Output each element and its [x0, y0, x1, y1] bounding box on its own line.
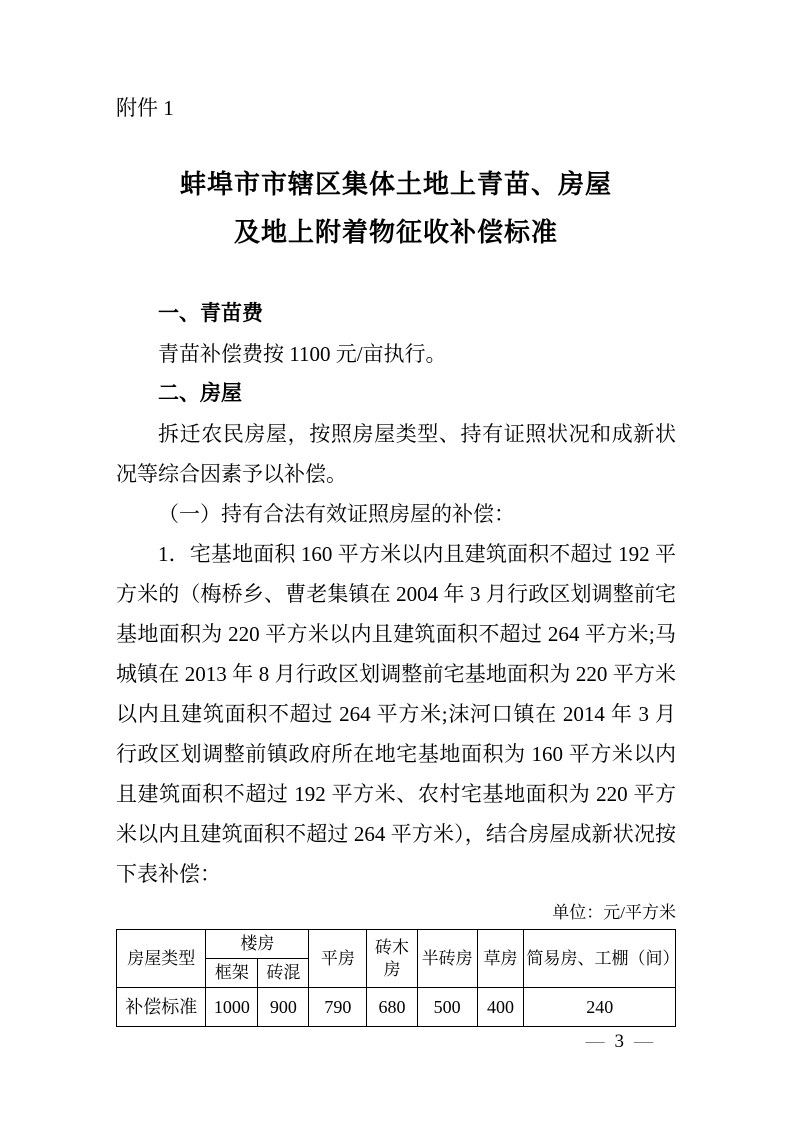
paragraph-seedling-fee: 青苗补偿费按 1100 元/亩执行。	[158, 342, 447, 366]
header-brick-wood: 砖木房	[367, 930, 417, 988]
header-house-type: 房屋类型	[117, 930, 206, 988]
header-brick-concrete: 砖混	[258, 959, 309, 988]
header-single-story: 平房	[309, 930, 367, 988]
paragraph-housing-intro: 拆迁农民房屋，按照房屋类型、持有证照状况和成新状况等综合因素予以补偿。	[116, 422, 676, 486]
document-title	[116, 160, 676, 256]
header-half-brick: 半砖房	[417, 930, 477, 988]
table-unit-note: 单位：元/平方米	[552, 903, 676, 922]
page-number-right-dash: —	[634, 1031, 653, 1052]
page-number-footer	[586, 1030, 654, 1054]
document-body	[116, 294, 676, 894]
attachment-label: 附件 1	[116, 96, 174, 120]
header-multistory-building: 楼房	[206, 930, 309, 959]
value-simple-shed: 240	[524, 988, 676, 1027]
table-data-row	[117, 988, 676, 1027]
value-single-story: 790	[309, 988, 367, 1027]
page-number: 3	[614, 1031, 624, 1052]
value-brick-concrete: 900	[258, 988, 309, 1027]
table-header-row-1	[117, 930, 676, 959]
paragraph-licensed-housing-subheading: （一）持有合法有效证照房屋的补偿：	[158, 502, 515, 526]
value-brick-wood: 680	[367, 988, 417, 1027]
paragraph-homestead-area-rules: 1．宅基地面积 160 平方米以内且建筑面积不超过 192 平方米的（梅桥乡、曹老集镇在 2004 年 3 月行政区划调整前宅基地面积为 220 平方米以内且建筑面积不超过 264 平方米;马城镇在 2013 年 8 月行政区划调整前宅基地面积为 220 平方米以内且建筑面积不超过 264 平方米;沫河口镇在 2014 年 3 月行政区划调整前镇政府所在地宅基地面积为 160 平方米以内且建筑面积不超过 192 平方米、农村宅基地面积为 220 平方米以内且建筑面积不超过 264 平方米），结合房屋成新状况按下表补偿：	[116, 542, 676, 886]
value-frame: 1000	[206, 988, 258, 1027]
section-heading-housing: 二、房屋	[158, 382, 242, 405]
title-line-2: 及地上附着物征收补偿标准	[233, 217, 558, 247]
header-thatched: 草房	[477, 930, 524, 988]
compensation-table	[116, 929, 680, 1027]
value-half-brick: 500	[417, 988, 477, 1027]
page-number-left-dash: —	[585, 1031, 605, 1052]
value-thatched: 400	[477, 988, 524, 1027]
section-heading-seedling-fee: 一、青苗费	[158, 302, 263, 325]
header-simple-shed: 简易房、工棚（间）	[524, 930, 676, 988]
row-label-compensation-standard: 补偿标准	[117, 988, 206, 1027]
header-frame-structure: 框架	[206, 959, 258, 988]
title-line-1: 蚌埠市市辖区集体土地上青苗、房屋	[179, 169, 612, 199]
